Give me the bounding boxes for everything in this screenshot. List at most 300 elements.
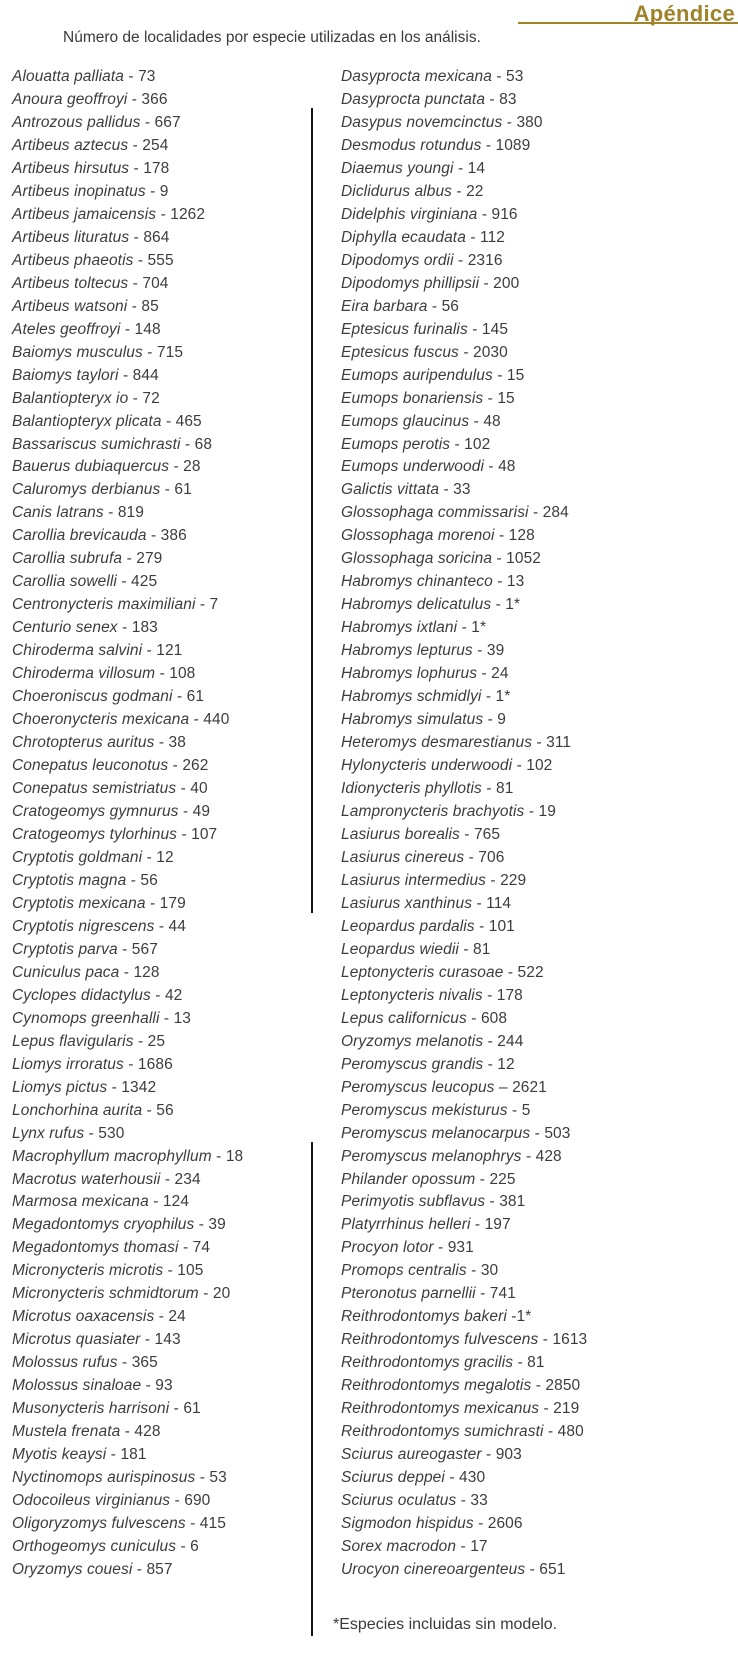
species-count: - 690 (170, 1492, 211, 1510)
species-count: - 284 (528, 504, 569, 522)
species-entry (341, 204, 587, 227)
species-entry (341, 1031, 587, 1054)
species-name: Artibeus lituratus (12, 228, 130, 246)
species-entry (12, 1237, 243, 1260)
species-count: - 2850 (531, 1377, 581, 1395)
species-count: - 430 (444, 1469, 486, 1487)
species-entry (12, 732, 243, 755)
species-name: Nyctinomops aurispinosus (12, 1469, 196, 1487)
species-name: Dasyprocta punctata (341, 90, 486, 108)
species-entry (12, 319, 243, 342)
species-entry (12, 640, 243, 663)
species-entry (12, 1306, 243, 1329)
species-count: - 715 (142, 343, 184, 361)
species-entry (341, 939, 587, 962)
species-count: - 33 (439, 481, 471, 499)
species-entry (341, 1375, 587, 1398)
species-entry (341, 296, 587, 319)
species-entry (12, 342, 243, 365)
species-name: Micronycteris microtis (12, 1262, 164, 1280)
species-count: - 40 (176, 780, 208, 798)
species-name: Eumops glaucinus (341, 412, 470, 430)
species-name: Dipodomys ordii (341, 251, 454, 269)
species-name: Sigmodon hispidus (341, 1515, 474, 1533)
species-entry (12, 548, 243, 571)
species-name: Peromyscus grandis (341, 1055, 484, 1073)
species-entry (12, 1008, 243, 1031)
species-count: - 83 (485, 90, 517, 108)
species-name: Cryptotis parva (12, 940, 118, 958)
species-name: Leopardus pardalis (341, 917, 475, 935)
species-count: - 244 (483, 1032, 524, 1050)
species-name: Glossophaga soricina (341, 550, 493, 568)
species-name: Megadontomys cryophilus (12, 1216, 195, 1234)
species-entry (341, 181, 587, 204)
species-entry (341, 1467, 587, 1490)
species-count: - 225 (475, 1170, 516, 1188)
species-count: - 12 (483, 1055, 515, 1073)
species-name: Didelphis virginiana (341, 205, 478, 223)
species-count: - 48 (469, 412, 501, 430)
species-count: - 112 (465, 228, 506, 246)
species-name: Marmosa mexicana (12, 1193, 149, 1211)
species-name: Cuniculus paca (12, 963, 120, 981)
species-name: Promops centralis (341, 1262, 467, 1280)
species-name: Habromys lepturus (341, 642, 473, 660)
species-entry (12, 158, 243, 181)
species-entry (12, 250, 243, 273)
species-name: Lampronycteris brachyotis (341, 803, 525, 820)
species-name: Cryptotis goldmani (12, 848, 143, 866)
species-name: Eptesicus furinalis (341, 320, 468, 338)
species-count: - 386 (146, 527, 187, 545)
species-entry (341, 434, 587, 457)
page-header-apendice: Apéndice (633, 1, 735, 26)
species-count: - 53 (491, 68, 524, 85)
species-entry (341, 1191, 587, 1214)
species-entry (341, 135, 587, 158)
species-name: Alouatta palliata (12, 68, 125, 85)
species-name: Cyclopes didactylus (12, 986, 151, 1004)
species-name: Cratogeomys tylorhinus (12, 825, 178, 843)
species-count: - 262 (168, 757, 209, 775)
species-entry (12, 525, 243, 548)
species-entry (12, 204, 243, 227)
species-name: Idionycteris phyllotis (341, 780, 482, 798)
species-count: - 254 (128, 136, 169, 154)
species-count: – 2621 (494, 1078, 547, 1096)
species-count: - 128 (494, 527, 535, 545)
species-count: - 7 (195, 596, 219, 614)
species-entry (341, 1398, 587, 1421)
species-count: - 105 (163, 1262, 204, 1280)
species-count: - 5 (507, 1101, 531, 1119)
species-name: Eptesicus fuscus (341, 343, 459, 361)
species-name: Habromys lophurus (341, 665, 478, 683)
species-entry (12, 411, 243, 434)
species-entry (341, 158, 587, 181)
species-entry (341, 847, 587, 870)
species-list-left-column (12, 66, 243, 1582)
species-count: - 15 (492, 366, 525, 384)
species-count: - 2030 (458, 343, 508, 361)
species-entry (12, 1214, 243, 1237)
species-name: Reithrodontomys gracilis (341, 1354, 514, 1372)
species-count: - 1089 (481, 136, 531, 154)
species-count: - 465 (161, 412, 202, 430)
species-entry (12, 479, 243, 502)
species-name: Cryptotis magna (12, 871, 127, 889)
species-entry (341, 1421, 587, 1444)
species-name: Chiroderma salvini (12, 642, 143, 660)
species-name: Balantiopteryx plicata (12, 412, 162, 430)
species-count: - 415 (185, 1515, 226, 1533)
species-name: Carollia brevicauda (12, 527, 147, 545)
species-name: Urocyon cinereoargenteus (341, 1560, 526, 1578)
species-count: - 741 (475, 1285, 516, 1303)
species-name: Sciurus deppei (341, 1469, 445, 1487)
species-entry (341, 1008, 587, 1031)
species-count: - 56 (142, 1101, 174, 1119)
species-count: - 704 (128, 274, 169, 292)
species-count: - 93 (141, 1377, 173, 1395)
species-count: - 18 (211, 1147, 244, 1165)
species-count: - 61 (172, 688, 205, 706)
species-count: - 61 (160, 481, 192, 499)
species-entry (12, 801, 243, 824)
species-entry (341, 571, 587, 594)
species-count: - 381 (485, 1193, 526, 1211)
species-entry (12, 1054, 243, 1077)
species-count: - 107 (177, 825, 218, 843)
species-name: Myotis keaysi (12, 1446, 107, 1464)
species-entry (341, 342, 587, 365)
species-entry (12, 847, 243, 870)
species-count: - 428 (120, 1423, 161, 1441)
species-count: - 567 (117, 940, 158, 958)
species-count: - 9 (145, 182, 169, 200)
species-count: - 114 (472, 894, 512, 912)
species-name: Oryzomys melanotis (341, 1032, 484, 1050)
species-entry (12, 1329, 243, 1352)
species-name: Oligoryzomys fulvescens (12, 1515, 186, 1533)
species-entry (12, 893, 243, 916)
species-entry (341, 1123, 587, 1146)
species-entry (341, 548, 587, 571)
species-count: - 380 (502, 113, 543, 131)
species-entry (341, 1146, 587, 1169)
species-entry (341, 411, 587, 434)
species-entry (341, 250, 587, 273)
species-name: Centronycteris maximiliani (12, 596, 196, 614)
species-count: - 39 (472, 642, 505, 660)
species-name: Caluromys derbianus (12, 481, 161, 499)
species-entry (12, 571, 243, 594)
species-count: - 20 (198, 1285, 231, 1303)
species-name: Ateles geoffroyi (12, 320, 121, 338)
species-name: Reithrodontomys mexicanus (341, 1400, 540, 1418)
species-entry (341, 1513, 587, 1536)
species-name: Microtus oaxacensis (12, 1308, 155, 1326)
species-name: Orthogeomys cuniculus (12, 1538, 177, 1555)
species-count: - 72 (128, 389, 160, 407)
species-name: Heteromys desmarestianus (341, 734, 533, 752)
species-entry (341, 1559, 587, 1582)
species-entry (12, 962, 243, 985)
species-count: - 39 (194, 1216, 226, 1234)
species-count: - 108 (155, 665, 196, 683)
species-entry (12, 1375, 243, 1398)
species-count: - 56 (126, 871, 158, 889)
species-count: - 765 (459, 825, 501, 843)
species-entry (341, 1536, 587, 1559)
species-count: - 9 (483, 711, 506, 729)
species-count: - 844 (118, 366, 159, 384)
species-entry (341, 1100, 587, 1123)
species-count: - 13 (159, 1009, 192, 1027)
species-count: - 1613 (538, 1331, 588, 1349)
species-name: Choeroniscus godmani (12, 688, 173, 706)
species-name: Reithrodontomys bakeri (341, 1308, 507, 1326)
species-name: Peromyscus melanophrys (341, 1147, 522, 1165)
species-count: - 440 (189, 711, 230, 729)
species-count: - 143 (140, 1331, 181, 1349)
species-entry (341, 1169, 587, 1192)
species-entry (341, 916, 587, 939)
species-count: - 101 (474, 917, 515, 935)
species-count: - 819 (103, 504, 145, 522)
species-entry (12, 434, 243, 457)
species-entry (341, 870, 587, 893)
species-count: - 148 (120, 320, 161, 338)
species-entry (12, 181, 243, 204)
footnote: *Especies incluidas sin modelo. (333, 1616, 558, 1633)
species-count: - 1052 (492, 550, 542, 568)
species-entry (12, 1398, 243, 1421)
species-count: - 24 (477, 665, 509, 683)
species-entry (341, 388, 587, 411)
species-count: - 425 (116, 573, 158, 591)
species-count: - 19 (524, 803, 556, 820)
species-name: Lepus flavigularis (12, 1032, 134, 1050)
species-name: Glossophaga morenoi (341, 527, 495, 545)
species-name: Baiomys musculus (12, 343, 143, 361)
species-name: Sciurus aureogaster (341, 1446, 482, 1464)
species-name: Habromys delicatulus (341, 596, 492, 614)
species-name: Liomys pictus (12, 1078, 108, 1096)
species-entry (12, 755, 243, 778)
species-entry (12, 135, 243, 158)
species-name: Centurio senex (12, 619, 118, 637)
species-name: Bauerus dubiaquercus (12, 458, 170, 476)
species-entry (12, 1146, 243, 1169)
species-name: Micronycteris schmidtorum (12, 1285, 199, 1303)
species-count: - 197 (470, 1216, 511, 1234)
species-count: - 15 (483, 389, 515, 407)
species-name: Molossus sinaloae (12, 1377, 142, 1395)
species-entry (341, 985, 587, 1008)
species-count: - 555 (133, 251, 174, 269)
species-entry (12, 365, 243, 388)
species-name: Balantiopteryx io (12, 389, 129, 407)
species-count: - 857 (132, 1560, 173, 1578)
species-count: - 1686 (123, 1055, 173, 1073)
species-name: Cratogeomys gymnurus (12, 803, 179, 820)
species-count: - 38 (154, 734, 186, 752)
species-count: - 14 (453, 159, 486, 177)
species-count: - 121 (142, 642, 183, 660)
species-count: - 28 (169, 458, 201, 476)
species-name: Artibeus phaeotis (12, 251, 134, 269)
species-count: - 219 (539, 1400, 580, 1418)
species-entry (341, 686, 587, 709)
species-name: Microtus quasiater (12, 1331, 141, 1349)
species-entry (341, 1260, 587, 1283)
species-entry (12, 1444, 243, 1467)
species-count: - 903 (481, 1446, 522, 1464)
species-count: - 81 (481, 780, 514, 798)
species-count: - 428 (521, 1147, 562, 1165)
species-name: Eumops auripendulus (341, 366, 493, 384)
species-name: Dipodomys phillipsii (341, 274, 480, 292)
species-entry (12, 939, 243, 962)
species-name: Reithrodontomys megalotis (341, 1377, 532, 1395)
species-count: - 53 (195, 1469, 227, 1487)
species-name: Habromys simulatus (341, 711, 484, 729)
species-entry (341, 824, 587, 847)
species-entry (341, 755, 587, 778)
species-entry (341, 365, 587, 388)
species-entry (341, 1214, 587, 1237)
species-name: Reithrodontomys sumichrasti (341, 1423, 544, 1441)
species-entry (12, 1169, 243, 1192)
species-name: Eira barbara (341, 297, 428, 315)
species-entry (12, 1100, 243, 1123)
species-entry (12, 1490, 243, 1513)
species-name: Artibeus hirsutus (12, 159, 130, 177)
species-name: Anoura geoffroyi (12, 90, 128, 108)
species-count: - 61 (169, 1400, 201, 1418)
species-entry (341, 319, 587, 342)
species-name: Habromys ixtlani (341, 619, 458, 637)
species-entry (341, 1283, 587, 1306)
species-entry (12, 1559, 243, 1582)
species-name: Dasypus novemcinctus (341, 113, 503, 131)
species-entry (12, 916, 243, 939)
species-count: - 234 (160, 1170, 201, 1188)
species-name: Artibeus aztecus (12, 136, 129, 154)
species-entry (341, 732, 587, 755)
species-entry (12, 594, 243, 617)
species-entry (341, 1237, 587, 1260)
species-name: Chiroderma villosum (12, 665, 156, 683)
species-name: Conepatus semistriatus (12, 780, 177, 798)
species-entry (12, 66, 243, 89)
species-entry (12, 1421, 243, 1444)
species-count: - 522 (503, 963, 544, 981)
species-entry (12, 870, 243, 893)
species-entry (12, 1123, 243, 1146)
species-entry (12, 112, 243, 135)
species-name: Bassariscus sumichrasti (12, 435, 181, 453)
species-entry (341, 502, 587, 525)
species-name: Leptonycteris curasoae (341, 963, 504, 981)
species-name: Cryptotis mexicana (12, 894, 146, 912)
species-count: - 651 (525, 1560, 566, 1578)
species-entry (12, 709, 243, 732)
species-name: Conepatus leuconotus (12, 757, 169, 775)
species-entry (12, 1031, 243, 1054)
species-list-right-column (341, 66, 587, 1582)
species-name: Megadontomys thomasi (12, 1239, 179, 1257)
species-entry (12, 778, 243, 801)
species-entry (341, 1054, 587, 1077)
species-entry (341, 1306, 587, 1329)
species-name: Philander opossum (341, 1170, 476, 1188)
species-name: Artibeus toltecus (12, 274, 129, 292)
species-entry (341, 273, 587, 296)
species-entry (341, 801, 587, 824)
species-name: Lonchorhina aurita (12, 1101, 143, 1119)
species-count: - 178 (129, 159, 170, 177)
species-count: - 12 (142, 848, 174, 866)
species-name: Perimyotis subflavus (341, 1193, 486, 1211)
species-entry (341, 456, 587, 479)
species-entry (341, 66, 587, 89)
species-name: Diclidurus albus (341, 182, 453, 200)
page-title: Número de localidades por especie utilizadas en los análisis. (63, 29, 481, 46)
species-entry (341, 1329, 587, 1352)
species-name: Eumops bonariensis (341, 389, 484, 407)
species-entry (12, 227, 243, 250)
species-name: Lepus californicus (341, 1009, 467, 1027)
species-name: Macrotus waterhousii (12, 1170, 161, 1188)
species-name: Leptonycteris nivalis (341, 986, 483, 1004)
species-entry (341, 1077, 587, 1100)
species-count: - 68 (180, 435, 213, 453)
species-count: - 44 (154, 917, 186, 935)
species-count: - 13 (492, 573, 525, 591)
species-entry (12, 1536, 243, 1559)
species-name: Desmodus rotundus (341, 136, 482, 154)
species-count: - 30 (466, 1262, 499, 1280)
species-count: - 229 (486, 871, 527, 889)
species-name: Hylonycteris underwoodi (341, 757, 513, 775)
species-name: Reithrodontomys fulvescens (341, 1331, 539, 1349)
species-entry (341, 227, 587, 250)
species-count: - 24 (154, 1308, 186, 1326)
species-name: Odocoileus virginianus (12, 1492, 171, 1510)
species-entry (12, 824, 243, 847)
species-name: Cryptotis nigrescens (12, 917, 155, 935)
species-entry (12, 1283, 243, 1306)
species-name: Lasiurus intermedius (341, 871, 487, 889)
species-count: - 365 (117, 1354, 158, 1372)
species-entry (341, 112, 587, 135)
species-entry (12, 1513, 243, 1536)
species-count: - 33 (456, 1492, 488, 1510)
species-name: Galictis vittata (341, 481, 440, 499)
species-name: Baiomys taylori (12, 366, 119, 384)
species-entry (12, 296, 243, 319)
species-name: Musonycteris harrisoni (12, 1400, 170, 1418)
species-name: Peromyscus leucopus (341, 1078, 495, 1096)
species-count: - 1* (491, 596, 521, 614)
species-count: - 42 (150, 986, 183, 1004)
species-name: Diphylla ecaudata (341, 228, 466, 246)
species-name: Choeronycteris mexicana (12, 711, 190, 729)
species-entry (341, 640, 587, 663)
